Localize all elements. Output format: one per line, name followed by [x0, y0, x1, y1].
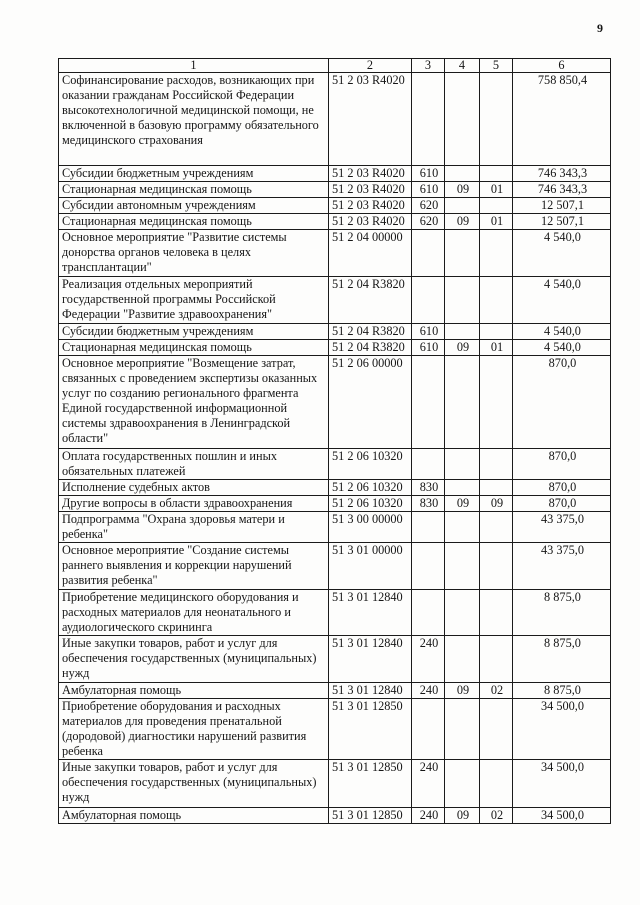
table-row: [59, 340, 611, 356]
amount-cell: 8 875,0: [513, 590, 611, 636]
description-cell: Реализация отдельных мероприятий государственной программы Российской Федерации "Развитие здравоохранения": [59, 277, 329, 324]
amount-cell: 4 540,0: [513, 340, 611, 356]
subsection-cell: [480, 449, 513, 480]
subsection-cell: [480, 166, 513, 182]
table-row: [59, 324, 611, 340]
subsection-cell: [480, 480, 513, 496]
subsection-cell: [480, 699, 513, 760]
table-row: [59, 198, 611, 214]
table-row: [59, 214, 611, 230]
code-cell: 51 3 01 00000: [329, 543, 412, 590]
description-cell: Оплата государственных пошлин и иных обязательных платежей: [59, 449, 329, 480]
expense-type-cell: [412, 230, 445, 277]
section-cell: 09: [445, 808, 480, 824]
amount-cell: 34 500,0: [513, 699, 611, 760]
subsection-cell: [480, 543, 513, 590]
table-row: [59, 636, 611, 683]
code-cell: 51 3 01 12850: [329, 699, 412, 760]
section-cell: [445, 590, 480, 636]
header-cell-3: 3: [412, 59, 445, 73]
expense-type-cell: 240: [412, 808, 445, 824]
description-cell: Стационарная медицинская помощь: [59, 340, 329, 356]
section-cell: [445, 480, 480, 496]
code-cell: 51 2 04 R3820: [329, 340, 412, 356]
section-cell: [445, 198, 480, 214]
header-cell-5: 5: [480, 59, 513, 73]
subsection-cell: 02: [480, 683, 513, 699]
amount-cell: 870,0: [513, 480, 611, 496]
code-cell: 51 2 06 10320: [329, 496, 412, 512]
section-cell: 09: [445, 496, 480, 512]
amount-cell: 12 507,1: [513, 198, 611, 214]
amount-cell: 4 540,0: [513, 230, 611, 277]
amount-cell: 870,0: [513, 356, 611, 449]
subsection-cell: 01: [480, 214, 513, 230]
expense-type-cell: [412, 73, 445, 166]
subsection-cell: [480, 356, 513, 449]
amount-cell: 12 507,1: [513, 214, 611, 230]
subsection-cell: 01: [480, 340, 513, 356]
amount-cell: 8 875,0: [513, 683, 611, 699]
description-cell: Субсидии бюджетным учреждениям: [59, 166, 329, 182]
section-cell: [445, 543, 480, 590]
description-cell: Иные закупки товаров, работ и услуг для обеспечения государственных (муниципальных) нужд: [59, 636, 329, 683]
expense-type-cell: [412, 512, 445, 543]
description-cell: Субсидии автономным учреждениям: [59, 198, 329, 214]
section-cell: [445, 449, 480, 480]
description-cell: Другие вопросы в области здравоохранения: [59, 496, 329, 512]
description-cell: Основное мероприятие "Развитие системы донорства органов человека в целях трансплантации": [59, 230, 329, 277]
expense-type-cell: 620: [412, 214, 445, 230]
code-cell: 51 2 03 R4020: [329, 182, 412, 198]
expense-type-cell: 240: [412, 636, 445, 683]
expense-type-cell: 830: [412, 496, 445, 512]
header-cell-6: 6: [513, 59, 611, 73]
description-cell: Стационарная медицинская помощь: [59, 182, 329, 198]
amount-cell: 746 343,3: [513, 182, 611, 198]
code-cell: 51 2 03 R4020: [329, 198, 412, 214]
code-cell: 51 2 04 R3820: [329, 277, 412, 324]
section-cell: [445, 356, 480, 449]
description-cell: Амбулаторная помощь: [59, 683, 329, 699]
header-cell-1: 1: [59, 59, 329, 73]
page-number: 9: [597, 21, 603, 35]
code-cell: 51 2 06 10320: [329, 480, 412, 496]
section-cell: [445, 324, 480, 340]
section-cell: [445, 636, 480, 683]
description-cell: Приобретение медицинского оборудования и расходных материалов для неонатального и аудиологического скрининга: [59, 590, 329, 636]
code-cell: 51 2 04 R3820: [329, 324, 412, 340]
section-cell: [445, 166, 480, 182]
description-cell: Стационарная медицинская помощь: [59, 214, 329, 230]
section-cell: 09: [445, 214, 480, 230]
amount-cell: 4 540,0: [513, 324, 611, 340]
subsection-cell: 02: [480, 808, 513, 824]
code-cell: 51 2 03 R4020: [329, 214, 412, 230]
expense-type-cell: 610: [412, 182, 445, 198]
expense-type-cell: [412, 356, 445, 449]
description-cell: Основное мероприятие "Возмещение затрат, связанных с проведением экспертизы оказанных услуг по созданию регионального фрагмента Единой государственной информационной системы здравоохранения в Ленинградской области": [59, 356, 329, 449]
section-cell: [445, 230, 480, 277]
table-row: [59, 166, 611, 182]
subsection-cell: [480, 277, 513, 324]
amount-cell: 8 875,0: [513, 636, 611, 683]
expense-type-cell: 830: [412, 480, 445, 496]
code-cell: 51 3 00 00000: [329, 512, 412, 543]
expense-type-cell: 610: [412, 324, 445, 340]
expense-type-cell: [412, 543, 445, 590]
amount-cell: 34 500,0: [513, 760, 611, 808]
section-cell: [445, 699, 480, 760]
subsection-cell: [480, 324, 513, 340]
expense-type-cell: [412, 699, 445, 760]
amount-cell: 43 375,0: [513, 543, 611, 590]
code-cell: 51 2 04 00000: [329, 230, 412, 277]
code-cell: 51 2 03 R4020: [329, 166, 412, 182]
expense-type-cell: 610: [412, 166, 445, 182]
description-cell: Софинансирование расходов, возникающих при оказании гражданам Российской Федерации высокотехнологичной медицинской помощи, не включенной в базовую программу обязательного медицинского страхования: [59, 73, 329, 166]
code-cell: 51 3 01 12850: [329, 760, 412, 808]
table-row: [59, 699, 611, 760]
table-row: [59, 182, 611, 198]
amount-cell: 746 343,3: [513, 166, 611, 182]
expense-type-cell: 610: [412, 340, 445, 356]
amount-cell: 870,0: [513, 496, 611, 512]
subsection-cell: [480, 760, 513, 808]
subsection-cell: 01: [480, 182, 513, 198]
code-cell: 51 3 01 12840: [329, 636, 412, 683]
code-cell: 51 3 01 12840: [329, 590, 412, 636]
table-row: [59, 760, 611, 808]
amount-cell: 758 850,4: [513, 73, 611, 166]
table-row: [59, 356, 611, 449]
table-row: [59, 808, 611, 824]
table-header-row: [59, 59, 611, 73]
subsection-cell: 09: [480, 496, 513, 512]
subsection-cell: [480, 512, 513, 543]
code-cell: 51 3 01 12850: [329, 808, 412, 824]
code-cell: 51 2 06 00000: [329, 356, 412, 449]
table-row: [59, 683, 611, 699]
table-row: [59, 73, 611, 166]
description-cell: Исполнение судебных актов: [59, 480, 329, 496]
section-cell: [445, 760, 480, 808]
subsection-cell: [480, 73, 513, 166]
amount-cell: 34 500,0: [513, 808, 611, 824]
table-row: [59, 277, 611, 324]
section-cell: [445, 73, 480, 166]
subsection-cell: [480, 198, 513, 214]
header-cell-4: 4: [445, 59, 480, 73]
table-row: [59, 496, 611, 512]
description-cell: Амбулаторная помощь: [59, 808, 329, 824]
expense-type-cell: 240: [412, 760, 445, 808]
code-cell: 51 2 03 R4020: [329, 73, 412, 166]
budget-table: [58, 58, 611, 824]
table-row: [59, 230, 611, 277]
table-row: [59, 449, 611, 480]
expense-type-cell: [412, 590, 445, 636]
subsection-cell: [480, 230, 513, 277]
table-row: [59, 480, 611, 496]
code-cell: 51 3 01 12840: [329, 683, 412, 699]
subsection-cell: [480, 636, 513, 683]
expense-type-cell: 620: [412, 198, 445, 214]
code-cell: 51 2 06 10320: [329, 449, 412, 480]
section-cell: [445, 277, 480, 324]
description-cell: Основное мероприятие "Создание системы раннего выявления и коррекции нарушений развития ребенка": [59, 543, 329, 590]
subsection-cell: [480, 590, 513, 636]
table-row: [59, 512, 611, 543]
expense-type-cell: [412, 449, 445, 480]
expense-type-cell: [412, 277, 445, 324]
amount-cell: 43 375,0: [513, 512, 611, 543]
description-cell: Приобретение оборудования и расходных материалов для проведения пренатальной (дородовой) диагностики нарушений развития ребенка: [59, 699, 329, 760]
section-cell: 09: [445, 683, 480, 699]
description-cell: Субсидии бюджетным учреждениям: [59, 324, 329, 340]
table-row: [59, 543, 611, 590]
section-cell: 09: [445, 182, 480, 198]
section-cell: 09: [445, 340, 480, 356]
description-cell: Иные закупки товаров, работ и услуг для обеспечения государственных (муниципальных) нужд: [59, 760, 329, 808]
table-row: [59, 590, 611, 636]
amount-cell: 870,0: [513, 449, 611, 480]
section-cell: [445, 512, 480, 543]
expense-type-cell: 240: [412, 683, 445, 699]
header-cell-2: 2: [329, 59, 412, 73]
amount-cell: 4 540,0: [513, 277, 611, 324]
description-cell: Подпрограмма "Охрана здоровья матери и ребенка": [59, 512, 329, 543]
